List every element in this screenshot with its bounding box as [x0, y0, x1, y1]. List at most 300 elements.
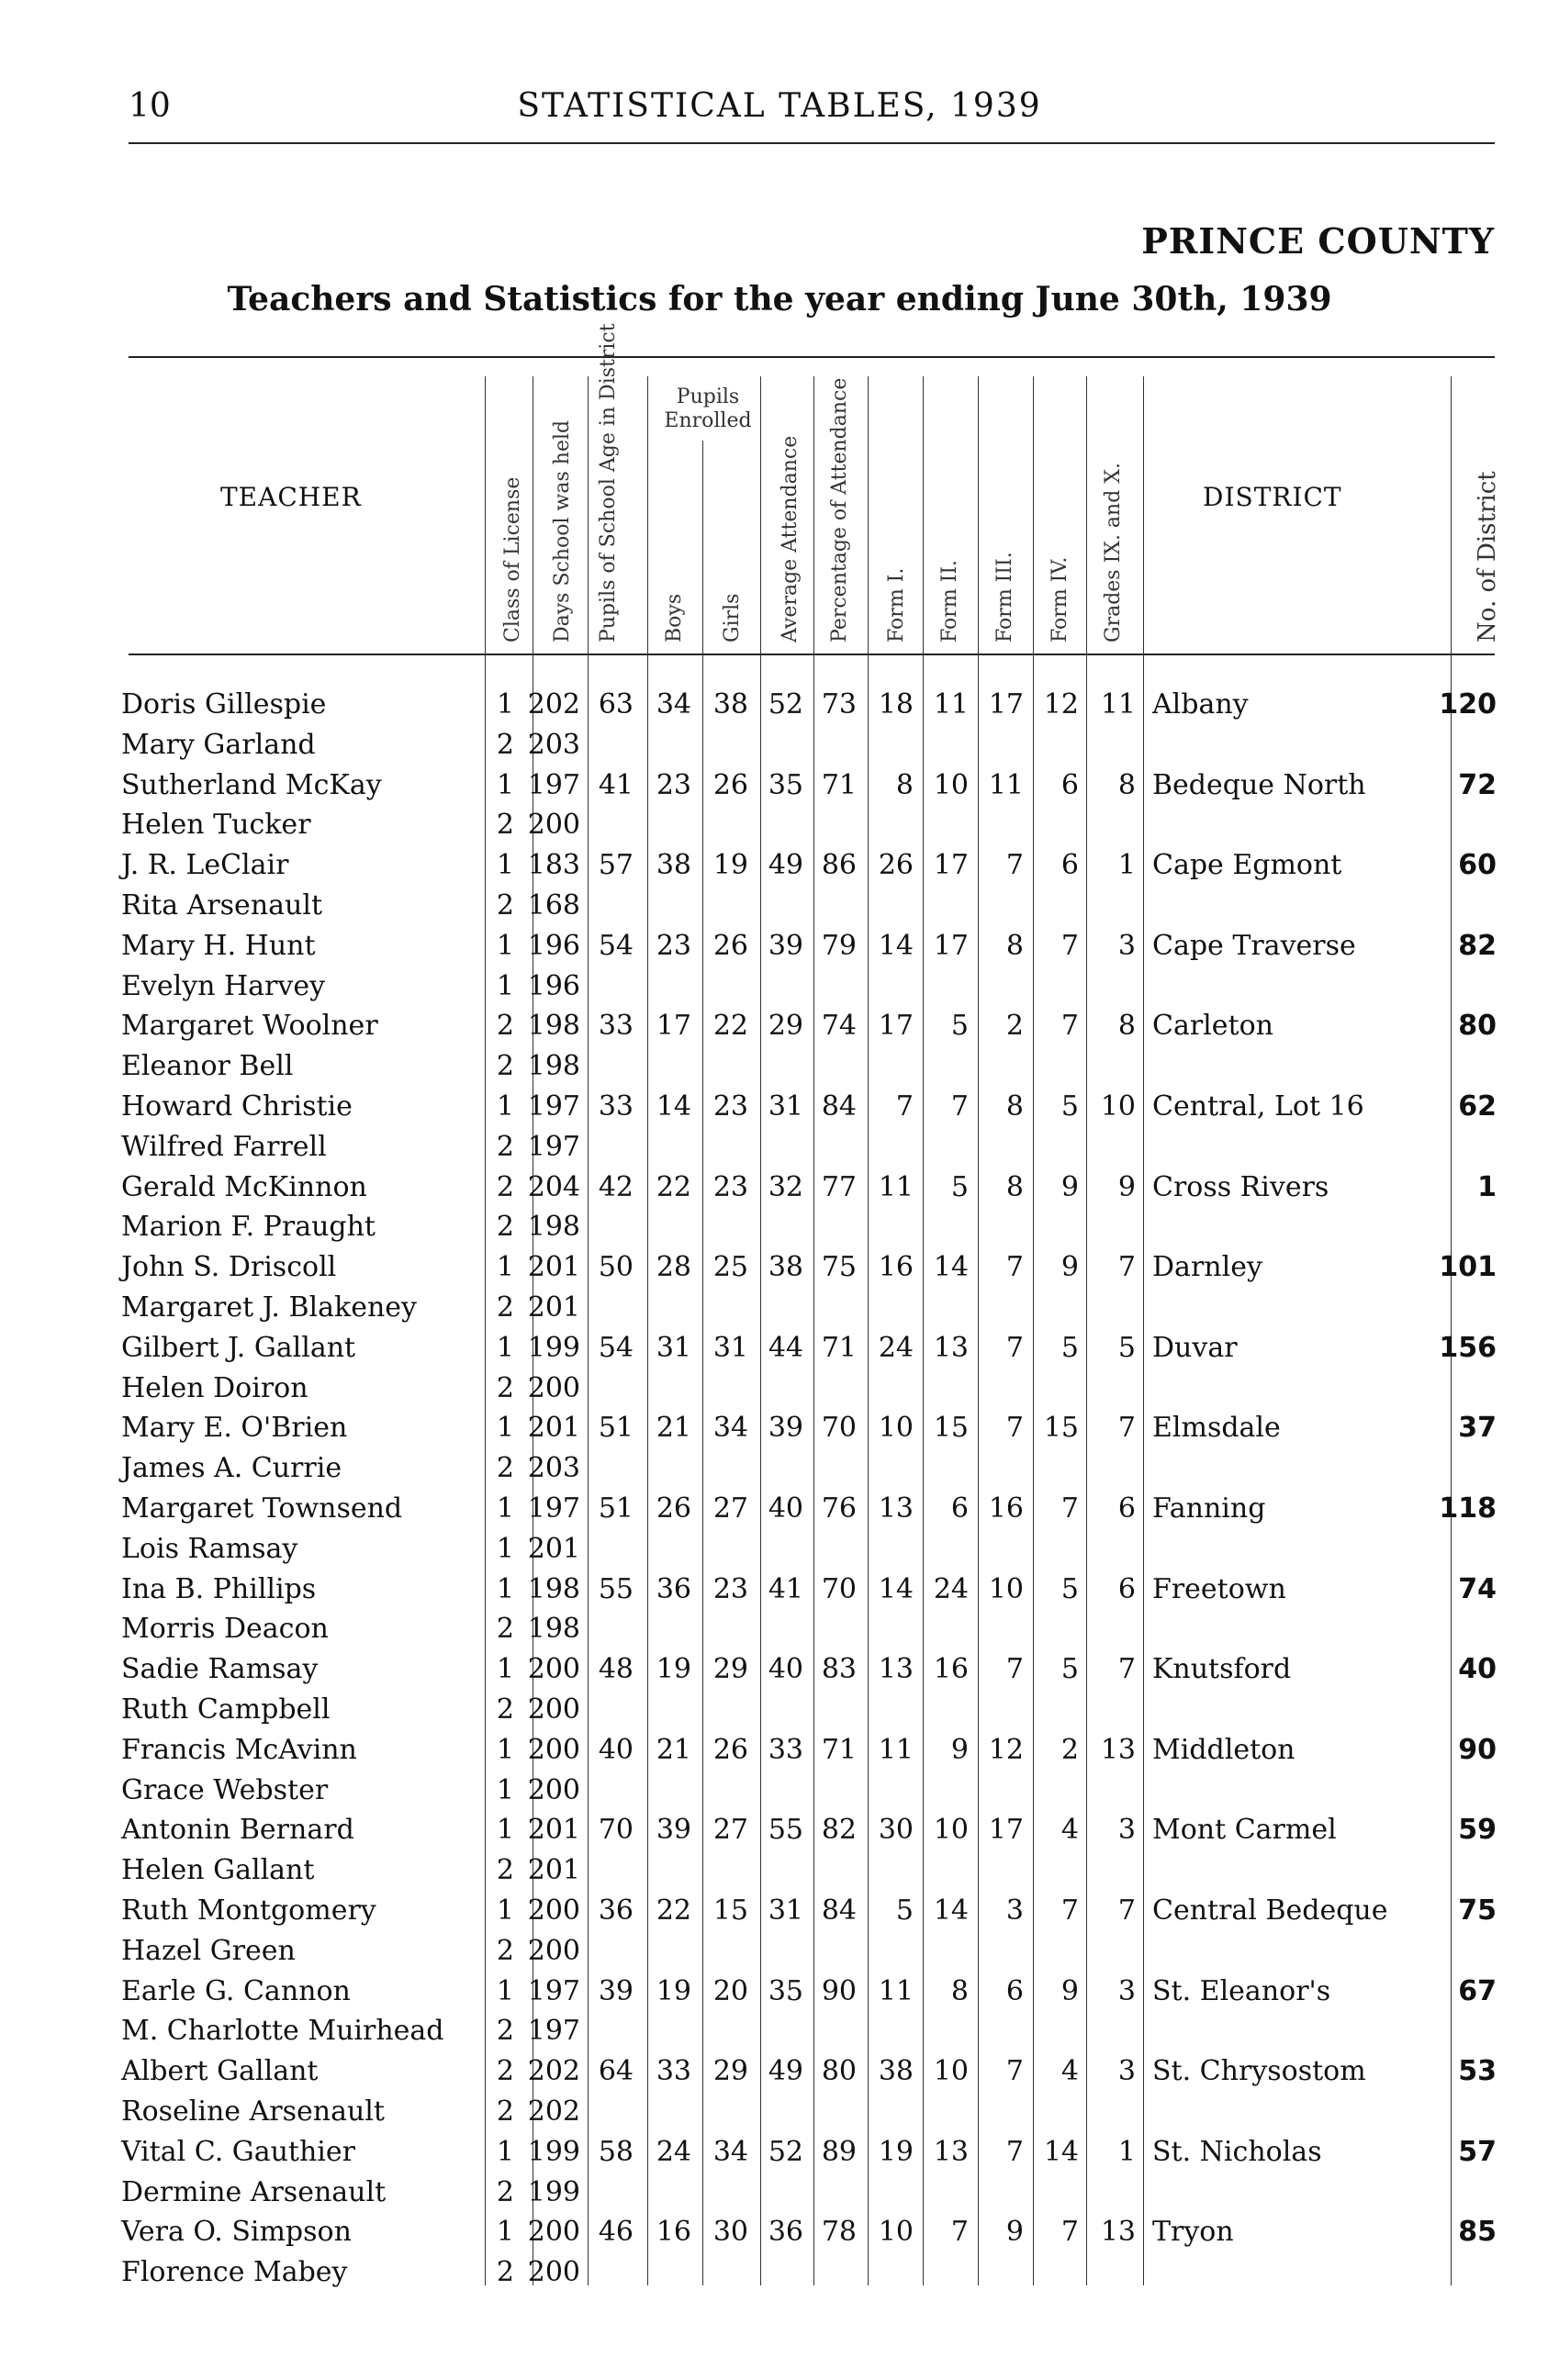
district-name: Knutsford — [1152, 1653, 1292, 1686]
page-number: 10 — [129, 87, 171, 125]
cell-cls: 1 — [496, 1492, 514, 1525]
cell-f1: 11 — [878, 1974, 914, 2007]
teacher-name: Francis McAvinn — [121, 1733, 357, 1766]
cell-f2: 13 — [933, 1331, 969, 1364]
cell-f3: 10 — [988, 1572, 1024, 1605]
table-row — [0, 1613, 1559, 1653]
cell-f2: 10 — [933, 768, 969, 801]
table-row — [0, 970, 1559, 1011]
cell-boys: 22 — [656, 1170, 691, 1203]
cell-f4: 6 — [1060, 768, 1079, 801]
cell-f2: 17 — [933, 849, 969, 882]
cell-days: 199 — [527, 1331, 580, 1364]
cell-f2: 10 — [933, 1814, 969, 1847]
cell-boys: 24 — [656, 2135, 691, 2168]
cell-cls: 2 — [496, 2256, 514, 2289]
cell-days: 198 — [527, 1613, 580, 1646]
district-number: 57 — [1458, 2135, 1497, 2168]
cell-boys: 28 — [656, 1251, 691, 1284]
table-row — [0, 1854, 1559, 1894]
cell-f3: 9 — [1005, 2216, 1024, 2249]
cell-boys: 39 — [656, 1814, 691, 1847]
teacher-name: Antonin Bernard — [121, 1814, 354, 1847]
cell-gr: 6 — [1117, 1492, 1136, 1525]
district-number: 72 — [1458, 768, 1497, 801]
cell-f3: 7 — [1005, 2055, 1024, 2088]
cell-cls: 2 — [496, 1934, 514, 1967]
cell-age: 48 — [598, 1653, 634, 1686]
district-number: 82 — [1458, 929, 1497, 962]
cell-boys: 26 — [656, 1492, 691, 1525]
district-number: 80 — [1458, 1010, 1497, 1043]
cell-f2: 10 — [933, 2055, 969, 2088]
cell-days: 183 — [527, 849, 580, 882]
table-row — [0, 688, 1559, 729]
cell-avg: 39 — [768, 1412, 803, 1445]
cell-days: 201 — [527, 1291, 580, 1324]
column-header-district: DISTRICT — [1203, 482, 1342, 512]
cell-cls: 2 — [496, 1854, 514, 1887]
table-row — [0, 2015, 1559, 2055]
cell-cls: 2 — [496, 1291, 514, 1324]
cell-cls: 2 — [496, 1050, 514, 1083]
table-row — [0, 2055, 1559, 2095]
cell-avg: 52 — [768, 688, 803, 721]
cell-f1: 19 — [878, 2135, 914, 2168]
cell-gr: 10 — [1100, 1090, 1136, 1123]
cell-cls: 1 — [496, 1572, 514, 1605]
cell-boys: 34 — [656, 688, 691, 721]
cell-cls: 2 — [496, 1693, 514, 1726]
cell-f2: 7 — [950, 1090, 969, 1123]
cell-days: 203 — [527, 728, 580, 761]
table-row — [0, 2136, 1559, 2176]
teacher-name: Roseline Arsenault — [121, 2095, 385, 2128]
district-name: St. Nicholas — [1152, 2135, 1322, 2168]
cell-days: 201 — [527, 1251, 580, 1284]
cell-girls: 31 — [712, 1331, 748, 1364]
teacher-name: Helen Tucker — [121, 809, 311, 842]
table-row — [0, 1693, 1559, 1734]
cell-girls: 23 — [712, 1572, 748, 1605]
cell-days: 201 — [527, 1412, 580, 1445]
cell-f4: 5 — [1060, 1653, 1079, 1686]
cell-cls: 2 — [496, 889, 514, 922]
header-bottom-rule — [129, 654, 1495, 655]
cell-girls: 27 — [712, 1492, 748, 1525]
cell-days: 201 — [527, 1814, 580, 1847]
cell-cls: 2 — [496, 2015, 514, 2048]
cell-girls: 34 — [712, 2135, 748, 2168]
cell-cls: 1 — [496, 1412, 514, 1445]
cell-avg: 31 — [768, 1090, 803, 1123]
district-name: Cape Traverse — [1152, 929, 1356, 962]
table-row — [0, 1171, 1559, 1212]
teacher-name: Ruth Montgomery — [121, 1894, 376, 1927]
district-number: 53 — [1458, 2055, 1497, 2088]
district-name: Cross Rivers — [1152, 1170, 1329, 1203]
cell-cls: 1 — [496, 1653, 514, 1686]
table-row — [0, 1291, 1559, 1332]
cell-f4: 7 — [1060, 1492, 1079, 1525]
cell-f1: 17 — [878, 1010, 914, 1043]
cell-cls: 2 — [496, 1371, 514, 1404]
cell-avg: 49 — [768, 2055, 803, 2088]
cell-f2: 14 — [933, 1251, 969, 1284]
cell-gr: 8 — [1117, 768, 1136, 801]
cell-cls: 2 — [496, 1170, 514, 1203]
cell-f3: 8 — [1005, 1090, 1024, 1123]
teacher-name: Mary E. O'Brien — [121, 1412, 348, 1445]
cell-cls: 1 — [496, 849, 514, 882]
cell-age: 54 — [598, 929, 634, 962]
teacher-name: Helen Gallant — [121, 1854, 315, 1887]
cell-f1: 13 — [878, 1653, 914, 1686]
top-rule — [129, 142, 1495, 144]
district-number: 1 — [1477, 1170, 1497, 1203]
teacher-name: Marion F. Praught — [121, 1211, 376, 1244]
cell-age: 50 — [598, 1251, 634, 1284]
cell-f2: 5 — [950, 1170, 969, 1203]
cell-f3: 7 — [1005, 1331, 1024, 1364]
cell-avg: 55 — [768, 1814, 803, 1847]
district-number: 60 — [1458, 849, 1497, 882]
table-row — [0, 849, 1559, 889]
district-name: Tryon — [1152, 2216, 1234, 2249]
cell-f3: 12 — [988, 1733, 1024, 1766]
header-top-rule — [129, 356, 1495, 358]
cell-f2: 16 — [933, 1653, 969, 1686]
district-name: Fanning — [1152, 1492, 1266, 1525]
cell-avg: 44 — [768, 1331, 803, 1364]
cell-days: 203 — [527, 1452, 580, 1485]
teacher-name: Eleanor Bell — [121, 1050, 294, 1083]
cell-days: 199 — [527, 2135, 580, 2168]
cell-girls: 26 — [712, 1733, 748, 1766]
cell-girls: 29 — [712, 1653, 748, 1686]
teacher-name: Albert Gallant — [121, 2055, 319, 2088]
teacher-name: Morris Deacon — [121, 1613, 329, 1646]
cell-avg: 35 — [768, 768, 803, 801]
cell-f4: 2 — [1060, 1733, 1079, 1766]
table-row — [0, 1010, 1559, 1050]
cell-pct: 76 — [821, 1492, 857, 1525]
table-row — [0, 1332, 1559, 1372]
cell-days: 198 — [527, 1211, 580, 1244]
cell-days: 202 — [527, 2095, 580, 2128]
column-header-form2: Form II. — [938, 559, 961, 642]
cell-avg: 49 — [768, 849, 803, 882]
cell-boys: 38 — [656, 849, 691, 882]
cell-f2: 11 — [933, 688, 969, 721]
teacher-name: James A. Currie — [121, 1452, 342, 1485]
table-row — [0, 1814, 1559, 1854]
county-title: PRINCE COUNTY — [1141, 220, 1495, 262]
teacher-name: Dermine Arsenault — [121, 2175, 387, 2208]
teacher-name: M. Charlotte Muirhead — [121, 2015, 444, 2048]
table-row — [0, 889, 1559, 930]
cell-days: 198 — [527, 1050, 580, 1083]
cell-days: 200 — [527, 1371, 580, 1404]
cell-age: 51 — [598, 1412, 634, 1445]
district-name: Elmsdale — [1152, 1412, 1281, 1445]
cell-f1: 11 — [878, 1733, 914, 1766]
cell-f3: 6 — [1005, 1974, 1024, 2007]
cell-cls: 2 — [496, 2055, 514, 2088]
cell-f3: 8 — [1005, 929, 1024, 962]
cell-boys: 17 — [656, 1010, 691, 1043]
district-number: 74 — [1458, 1572, 1497, 1605]
cell-pct: 74 — [821, 1010, 857, 1043]
column-header-avg-attendance: Average Attendance — [779, 435, 802, 642]
teacher-name: Vera O. Simpson — [121, 2216, 352, 2249]
cell-f2: 6 — [950, 1492, 969, 1525]
cell-f4: 6 — [1060, 849, 1079, 882]
teacher-name: Gilbert J. Gallant — [121, 1331, 356, 1364]
teacher-name: Helen Doiron — [121, 1371, 308, 1404]
teacher-name: Grace Webster — [121, 1773, 329, 1806]
table-row — [0, 1050, 1559, 1090]
teacher-name: Mary Garland — [121, 728, 316, 761]
cell-days: 197 — [527, 768, 580, 801]
teacher-name: J. R. LeClair — [121, 849, 289, 882]
cell-pct: 75 — [821, 1251, 857, 1284]
cell-f2: 8 — [950, 1974, 969, 2007]
cell-days: 197 — [527, 1130, 580, 1163]
teacher-name: Mary H. Hunt — [121, 929, 316, 962]
cell-f3: 16 — [988, 1492, 1024, 1525]
table-row — [0, 1734, 1559, 1774]
cell-avg: 39 — [768, 929, 803, 962]
cell-gr: 9 — [1117, 1170, 1136, 1203]
cell-cls: 1 — [496, 1974, 514, 2007]
cell-cls: 1 — [496, 929, 514, 962]
cell-age: 64 — [598, 2055, 634, 2088]
cell-f4: 14 — [1043, 2135, 1079, 2168]
cell-f3: 7 — [1005, 1653, 1024, 1686]
cell-age: 57 — [598, 849, 634, 882]
district-number: 37 — [1458, 1412, 1497, 1445]
cell-pct: 90 — [821, 1974, 857, 2007]
cell-boys: 36 — [656, 1572, 691, 1605]
cell-days: 168 — [527, 889, 580, 922]
cell-f3: 17 — [988, 1814, 1024, 1847]
cell-cls: 2 — [496, 2095, 514, 2128]
table-row — [0, 1251, 1559, 1291]
cell-f1: 18 — [878, 688, 914, 721]
district-number: 62 — [1458, 1090, 1497, 1123]
cell-cls: 1 — [496, 688, 514, 721]
cell-boys: 16 — [656, 2216, 691, 2249]
cell-gr: 13 — [1100, 2216, 1136, 2249]
cell-gr: 6 — [1117, 1572, 1136, 1605]
cell-age: 58 — [598, 2135, 634, 2168]
cell-f1: 24 — [878, 1331, 914, 1364]
column-header-teacher: TEACHER — [220, 482, 362, 512]
cell-days: 198 — [527, 1010, 580, 1043]
cell-gr: 7 — [1117, 1251, 1136, 1284]
cell-days: 200 — [527, 1653, 580, 1686]
cell-age: 51 — [598, 1492, 634, 1525]
cell-avg: 52 — [768, 2135, 803, 2168]
district-number: 118 — [1439, 1492, 1497, 1525]
table-row — [0, 1492, 1559, 1533]
cell-girls: 19 — [712, 849, 748, 882]
table-row — [0, 1774, 1559, 1815]
cell-gr: 13 — [1100, 1733, 1136, 1766]
cell-days: 197 — [527, 1974, 580, 2007]
cell-pct: 70 — [821, 1412, 857, 1445]
cell-avg: 35 — [768, 1974, 803, 2007]
cell-boys: 23 — [656, 768, 691, 801]
district-name: Central, Lot 16 — [1152, 1090, 1364, 1123]
cell-f4: 7 — [1060, 1010, 1079, 1043]
cell-f4: 15 — [1043, 1412, 1079, 1445]
table-row — [0, 1211, 1559, 1251]
cell-boys: 23 — [656, 929, 691, 962]
district-name: Cape Egmont — [1152, 849, 1342, 882]
teacher-name: Vital C. Gauthier — [121, 2135, 355, 2168]
cell-f1: 26 — [878, 849, 914, 882]
district-name: Darnley — [1152, 1251, 1262, 1284]
cell-avg: 29 — [768, 1010, 803, 1043]
cell-cls: 2 — [496, 1130, 514, 1163]
cell-avg: 36 — [768, 2216, 803, 2249]
cell-days: 198 — [527, 1572, 580, 1605]
cell-pct: 84 — [821, 1894, 857, 1927]
district-number: 40 — [1458, 1653, 1497, 1686]
district-name: Freetown — [1152, 1572, 1286, 1605]
cell-girls: 30 — [712, 2216, 748, 2249]
column-header-boys: Boys — [663, 593, 686, 642]
cell-days: 197 — [527, 1090, 580, 1123]
cell-gr: 7 — [1117, 1894, 1136, 1927]
district-name: Bedeque North — [1152, 768, 1366, 801]
cell-pct: 71 — [821, 768, 857, 801]
cell-f2: 24 — [933, 1572, 969, 1605]
table-row — [0, 2216, 1559, 2256]
column-header-pupils-age: Pupils of School Age in District — [597, 323, 620, 642]
cell-days: 200 — [527, 1733, 580, 1766]
cell-days: 200 — [527, 2256, 580, 2289]
teacher-name: Sadie Ramsay — [121, 1653, 319, 1686]
cell-girls: 38 — [712, 688, 748, 721]
cell-boys: 33 — [656, 2055, 691, 2088]
cell-f2: 9 — [950, 1733, 969, 1766]
teacher-name: Wilfred Farrell — [121, 1130, 327, 1163]
cell-girls: 23 — [712, 1170, 748, 1203]
cell-pct: 89 — [821, 2135, 857, 2168]
district-number: 85 — [1458, 2216, 1497, 2249]
district-name: Carleton — [1152, 1010, 1273, 1043]
cell-boys: 21 — [656, 1733, 691, 1766]
cell-f1: 38 — [878, 2055, 914, 2088]
cell-gr: 3 — [1117, 929, 1136, 962]
teacher-name: Howard Christie — [121, 1090, 353, 1123]
cell-pct: 86 — [821, 849, 857, 882]
column-header-form4: Form IV. — [1049, 556, 1071, 642]
cell-f1: 16 — [878, 1251, 914, 1284]
cell-f4: 4 — [1060, 1814, 1079, 1847]
table-row — [0, 1894, 1559, 1935]
cell-f4: 5 — [1060, 1572, 1079, 1605]
column-header-pupils-enrolled: Pupils Enrolled — [664, 385, 752, 432]
running-title: STATISTICAL TABLES, 1939 — [517, 87, 1042, 125]
cell-age: 63 — [598, 688, 634, 721]
table-row — [0, 1653, 1559, 1693]
cell-f3: 7 — [1005, 2135, 1024, 2168]
cell-f3: 2 — [1005, 1010, 1024, 1043]
teacher-name: Florence Mabey — [121, 2256, 348, 2289]
teacher-name: Gerald McKinnon — [121, 1170, 367, 1203]
table-row — [0, 1452, 1559, 1492]
cell-days: 200 — [527, 1894, 580, 1927]
cell-f2: 17 — [933, 929, 969, 962]
cell-avg: 32 — [768, 1170, 803, 1203]
cell-girls: 20 — [712, 1974, 748, 2007]
cell-boys: 21 — [656, 1412, 691, 1445]
teacher-name: Lois Ramsay — [121, 1532, 298, 1565]
cell-avg: 38 — [768, 1251, 803, 1284]
cell-days: 200 — [527, 1693, 580, 1726]
cell-cls: 1 — [496, 2216, 514, 2249]
cell-f3: 11 — [988, 768, 1024, 801]
cell-pct: 73 — [821, 688, 857, 721]
cell-pct: 71 — [821, 1331, 857, 1364]
teacher-name: Evelyn Harvey — [121, 969, 326, 1002]
table-row — [0, 769, 1559, 810]
cell-f3: 7 — [1005, 849, 1024, 882]
table-row — [0, 2256, 1559, 2296]
cell-age: 40 — [598, 1733, 634, 1766]
cell-cls: 1 — [496, 1090, 514, 1123]
cell-f1: 13 — [878, 1492, 914, 1525]
cell-cls: 2 — [496, 728, 514, 761]
cell-cls: 2 — [496, 1010, 514, 1043]
district-number: 101 — [1439, 1251, 1497, 1284]
teacher-name: Margaret Townsend — [121, 1492, 403, 1525]
cell-days: 200 — [527, 809, 580, 842]
cell-pct: 84 — [821, 1090, 857, 1123]
column-header-class: Class of License — [501, 476, 524, 642]
cell-avg: 33 — [768, 1733, 803, 1766]
table-row — [0, 1090, 1559, 1131]
table-row — [0, 2176, 1559, 2217]
cell-days: 200 — [527, 1934, 580, 1967]
cell-avg: 40 — [768, 1492, 803, 1525]
table-row — [0, 809, 1559, 849]
cell-f1: 10 — [878, 1412, 914, 1445]
cell-f4: 7 — [1060, 1894, 1079, 1927]
cell-f4: 12 — [1043, 688, 1079, 721]
cell-girls: 29 — [712, 2055, 748, 2088]
cell-age: 46 — [598, 2216, 634, 2249]
cell-cls: 1 — [496, 1733, 514, 1766]
cell-cls: 2 — [496, 809, 514, 842]
cell-f4: 9 — [1060, 1170, 1079, 1203]
cell-cls: 1 — [496, 1532, 514, 1565]
cell-cls: 1 — [496, 2135, 514, 2168]
column-header-form3: Form III. — [993, 552, 1016, 642]
cell-cls: 1 — [496, 1814, 514, 1847]
cell-days: 200 — [527, 2216, 580, 2249]
cell-days: 204 — [527, 1170, 580, 1203]
cell-gr: 1 — [1117, 2135, 1136, 2168]
cell-pct: 79 — [821, 929, 857, 962]
district-number: 156 — [1439, 1331, 1497, 1364]
cell-cls: 2 — [496, 1211, 514, 1244]
cell-gr: 3 — [1117, 1814, 1136, 1847]
